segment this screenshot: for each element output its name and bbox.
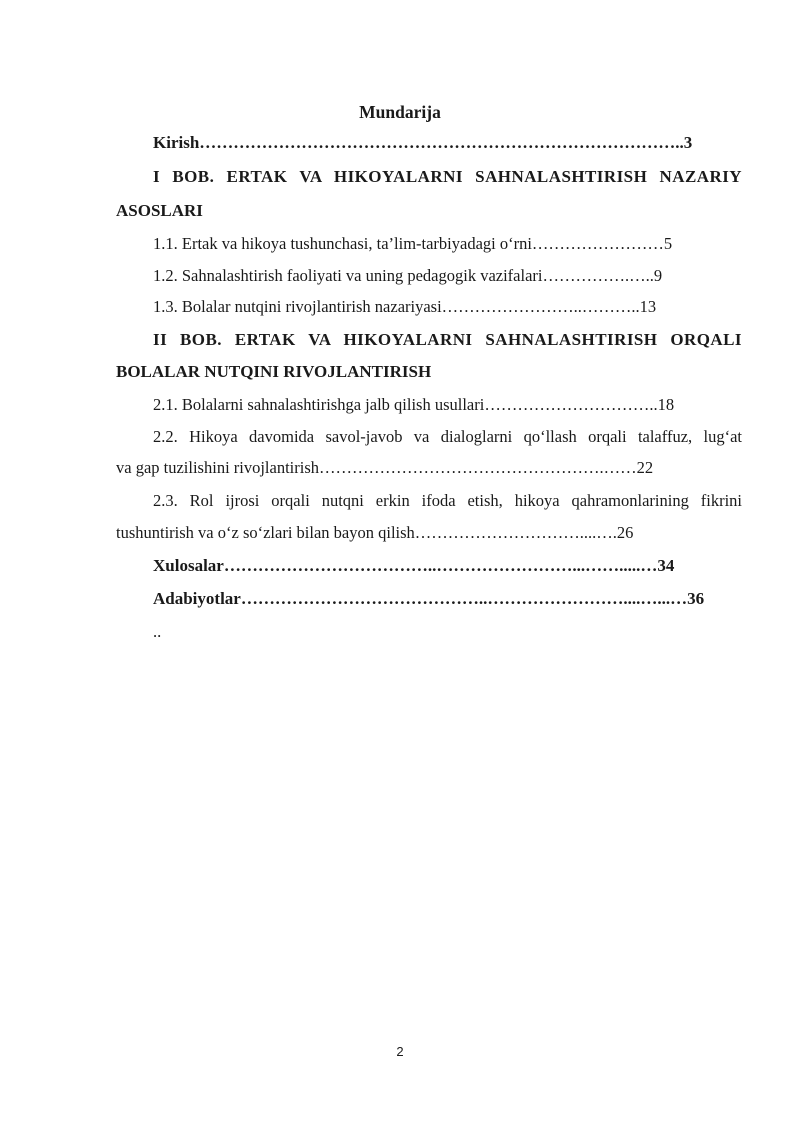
toc-section-1-3: 1.3. Bolalar nutqini rivojlantirish nazariyasi……………………..………..13 <box>153 297 657 316</box>
toc-chapter-1-title-continued: ASOSLARI <box>116 201 203 220</box>
toc-entry-xulosalar: Xulosalar………………………………..……………………...…….....…34 <box>153 556 675 575</box>
toc-section-1-1: 1.1. Ertak va hikoya tushunchasi, ta’lim-tarbiyadagi o‘rni……………………5 <box>153 234 673 253</box>
trailing-ellipsis: .. <box>153 622 162 641</box>
toc-section-2-2-continued: va gap tuzilishini rivojlantirish…………………………………………….……22 <box>116 458 654 477</box>
toc-chapter-2-title: II BOB. ERTAK VA HIKOYALARNI SAHNALASHTIRISH ORQALI <box>153 330 742 349</box>
toc-chapter-2-title-continued: BOLALAR NUTQINI RIVOJLANTIRISH <box>116 362 432 381</box>
toc-chapter-1-title: I BOB. ERTAK VA HIKOYALARNI SAHNALASHTIRISH NAZARIY <box>153 167 742 186</box>
page-number: 2 <box>396 1044 404 1059</box>
toc-section-1-2: 1.2. Sahnalashtirish faoliyati va uning pedagogik vazifalari…………….…..9 <box>153 266 663 285</box>
toc-section-2-3: 2.3. Rol ijrosi orqali nutqni erkin ifoda etish, hikoya qahramonlarining fikrini <box>153 491 742 510</box>
toc-section-2-2: 2.2. Hikoya davomida savol-javob va dialoglarni qo‘llash orqali talaffuz, lug‘at <box>153 427 742 446</box>
toc-entry-kirish: Kirish…………………………………………………………………………..3 <box>153 133 693 152</box>
toc-title: Mundarija <box>359 102 441 122</box>
toc-section-2-3-continued: tushuntirish va o‘z so‘zlari bilan bayon qilish…………………………....….26 <box>116 523 634 542</box>
toc-section-2-1: 2.1. Bolalarni sahnalashtirishga jalb qilish usullari…………………………..18 <box>153 395 675 414</box>
toc-entry-adabiyotlar: Adabiyotlar……………………………………..……………………....…...…36 <box>153 589 705 608</box>
